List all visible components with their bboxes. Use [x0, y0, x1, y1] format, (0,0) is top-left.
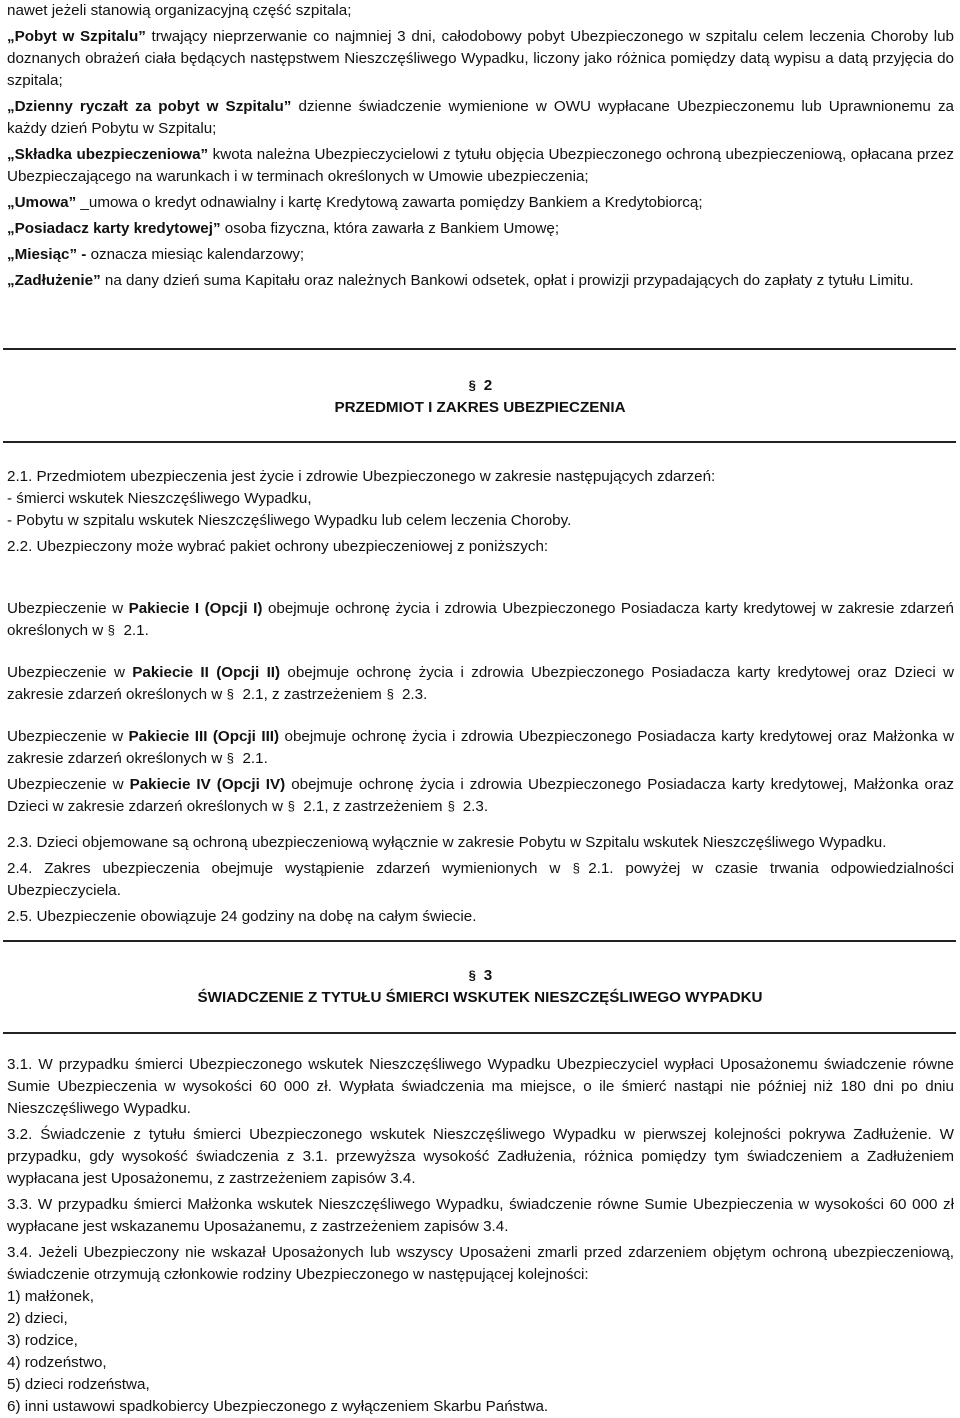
package-2: Ubezpieczenie w Pakiecie II (Opcji II) obejmuje ochronę życia i zdrowia Ubezpieczonego Posiadacza karty kredytowej oraz Dzieci w zakresie zdarzeń określonych w § 2.1, z zastrzeżeniem § 2.3.: [7, 664, 955, 703]
definition-umowa: [7, 192, 954, 214]
list-item: 4) rodzeństwo,: [7, 1354, 107, 1371]
list-item: - śmierci wskutek Nieszczęśliwego Wypadku,: [7, 490, 312, 507]
definition-continuation: nawet jeżeli stanowią organizacyjną część szpitala;: [7, 2, 352, 19]
paragraph-3-2: 3.2. Świadczenie z tytułu śmierci Ubezpieczonego wskutek Nieszczęśliwego Wypadku w pierwszej kolejności pokrywa Zadłużenie. W przypadku, gdy wysokość świadczenia z 3.1. przewyższa wysokość Zadłużenia, różnica pomiędzy tym świadczeniem a Zadłużeniem wypłacana jest Uposażonemu, z zastrzeżeniem zapisów 3.4.: [7, 1126, 954, 1187]
list-item: 2) dzieci,: [7, 1310, 68, 1327]
section-divider: [3, 1032, 956, 1034]
section-sign-icon: [287, 799, 297, 813]
package-3: Ubezpieczenie w Pakiecie III (Opcji III) obejmuje ochronę życia i zdrowia Ubezpieczonego Posiadacza karty kredytowej oraz Małżonka w zakresie zdarzeń określonych w § 2.1.: [7, 728, 955, 767]
package-4-name: Pakiecie IV (Opcji IV): [129, 776, 286, 793]
text-zadluzenie: na dany dzień suma Kapitału oraz należnych Bankowi odsetek, opłat i prowizji przypadających do zapłaty z tytułu Limitu.: [100, 272, 914, 289]
section-sign-icon: [468, 968, 478, 982]
term-skladka: „Składka ubezpieczeniowa”: [7, 146, 209, 163]
list-item: 5) dzieci rodzeństwa,: [7, 1376, 150, 1393]
term-dzienny: „Dzienny ryczałt za pobyt w Szpitalu”: [7, 98, 292, 115]
term-posiadacz: „Posiadacz karty kredytowej”: [7, 220, 221, 237]
svg-text:§: §: [108, 623, 116, 637]
definition-miesiac: [7, 244, 954, 266]
term-miesiac: „Miesiąc” -: [7, 246, 87, 263]
text-pobyt: trwający nieprzerwanie co najmniej 3 dni, całodobowy pobyt Ubezpieczonego w szpitalu celem leczenia Choroby lub doznanych obrażeń ciała będących następstwem Nieszczęśliwego Wypadku, liczony jako różnica pomiędzy datą wypisu a datą przyjęcia do szpitala;: [7, 28, 955, 89]
svg-text:§: §: [227, 751, 235, 765]
package-1: Ubezpieczenie w Pakiecie I (Opcji I) obejmuje ochronę życia i zdrowia Ubezpieczonego Posiadacza karty kredytowej w zakresie zdarzeń określonych w § 2.1.: [7, 600, 954, 639]
section-sign-icon: [447, 799, 457, 813]
list-item: 3) rodzice,: [7, 1332, 78, 1349]
svg-text:§: §: [468, 378, 476, 392]
definition-dzienny: [7, 96, 954, 140]
text-skladka: kwota należna Ubezpieczycielowi z tytułu objęcia Ubezpieczonego ochroną ubezpieczeniową, opłacana przez Ubezpieczającego na warunkach i w terminach określonych w Umowie ubezpieczenia;: [7, 146, 954, 185]
paragraph-2-5: 2.5. Ubezpieczenie obowiązuje 24 godziny na dobę na całym świecie.: [7, 908, 477, 925]
paragraph-2-1: 2.1. Przedmiotem ubezpieczenia jest życie i zdrowie Ubezpieczonego w zakresie następujących zdarzeń:: [7, 468, 716, 485]
section-2-number: § 2: [468, 377, 493, 394]
section-divider: [3, 940, 956, 942]
svg-text:§: §: [287, 799, 296, 813]
paragraph-2-3: 2.3. Dzieci objemowane są ochroną ubezpieczeniową wyłącznie w zakresie Pobytu w Szpitalu wskutek Nieszczęśliwego Wypadku.: [7, 834, 887, 851]
section-3-body: [7, 1054, 954, 1418]
section-sign-icon: [572, 861, 582, 875]
section-divider: [3, 348, 956, 350]
definition-posiadacz: [7, 218, 954, 240]
section-divider: [3, 441, 956, 443]
package-4: Ubezpieczenie w Pakiecie IV (Opcji IV) obejmuje ochronę życia i zdrowia Ubezpieczonego Posiadacza karty kredytowej, Małżonka oraz Dzieci w zakresie zdarzeń określonych w § 2.1, z zastrzeżeniem § 2.3.: [7, 776, 955, 815]
svg-text:§: §: [572, 861, 581, 875]
paragraph-3-1: 3.1. W przypadku śmierci Ubezpieczonego wskutek Nieszczęśliwego Wypadku Ubezpieczyciel wypłaci Uposażonemu świadczenie równe Sumie Ubezpieczenia w wysokości 60 000 zł. Wypłata świadczenia ma miejsce, o ile śmierć nastąpi nie później niż 180 dni po dniu Nieszczęśliwego Wypadku.: [7, 1056, 954, 1117]
term-pobyt: „Pobyt w Szpitalu”: [7, 28, 146, 45]
definitions-section: [7, 0, 954, 292]
svg-text:§: §: [447, 799, 455, 813]
section-sign-icon: [468, 378, 478, 392]
list-item: 1) małżonek,: [7, 1288, 94, 1305]
paragraph-3-4: 3.4. Jeżeli Ubezpieczony nie wskazał Uposażonych lub wszyscy Uposażeni zmarli przed zdarzeniem objętym ochroną ubezpieczeniową, świadczenie otrzymują członkowie rodziny Ubezpieczonego w następującej kolejności:: [7, 1244, 954, 1283]
text-miesiac: oznacza miesiąc kalendarzowy;: [86, 246, 305, 263]
definition-zadluzenie: [7, 270, 954, 292]
paragraph-2-2: 2.2. Ubezpieczony może wybrać pakiet ochrony ubezpieczeniowej z poniższych:: [7, 538, 549, 555]
list-item: - Pobytu w szpitalu wskutek Nieszczęśliwego Wypadku lub celem leczenia Choroby.: [7, 512, 572, 529]
list-item: 6) inni ustawowi spadkobiercy Ubezpieczonego z wyłączeniem Skarbu Państwa.: [7, 1398, 549, 1415]
package-1-name: Pakiecie I (Opcji I): [128, 600, 263, 617]
term-umowa: „Umowa”: [7, 194, 77, 211]
text-dzienny: dzienne świadczenie wymienione w OWU wypłacane Ubezpieczonemu lub Uprawnionemu za każdy dzień Pobytu w Szpitalu;: [7, 98, 954, 137]
paragraph-2-4: 2.4. Zakres ubezpieczenia obejmuje wystąpienie zdarzeń wymienionych w § 2.1. powyżej w czasie trwania odpowiedzialności Ubezpieczyciela.: [7, 860, 954, 899]
section-sign-icon: [386, 687, 396, 701]
package-3-name: Pakiecie III (Opcji III): [128, 728, 280, 745]
section-2-title: PRZEDMIOT I ZAKRES UBEZPIECZENIA: [334, 399, 626, 416]
text-posiadacz: osoba fizyczna, która zawarła z Bankiem Umowę;: [220, 220, 560, 237]
section-sign-icon: [107, 623, 117, 637]
section-3-title: ŚWIADCZENIE Z TYTUŁU ŚMIERCI WSKUTEK NIESZCZĘŚLIWEGO WYPADKU: [197, 989, 763, 1006]
definition-skladka: [7, 144, 954, 188]
paragraph-3-3: 3.3. W przypadku śmierci Małżonka wskutek Nieszczęśliwego Wypadku, świadczenie równe Sumie Ubezpieczenia w wysokości 60 000 zł wypłacane jest wskazanemu Uposażanemu, z zastrzeżeniem zapisów 3.4.: [7, 1196, 954, 1235]
section-2-body: [7, 466, 954, 928]
section-3-number: § 3: [468, 967, 493, 984]
svg-text:§: §: [227, 687, 235, 701]
package-2-name: Pakiecie II (Opcji II): [132, 664, 281, 681]
svg-text:§: §: [386, 687, 394, 701]
definition-pobyt: [7, 26, 954, 92]
section-sign-icon: [226, 687, 236, 701]
text-umowa: _umowa o kredyt odnawialny i kartę Kredytową zawarta pomiędzy Bankiem a Kredytobiorcą;: [76, 194, 703, 211]
svg-text:§: §: [468, 968, 476, 982]
section-sign-icon: [226, 751, 236, 765]
term-zadluzenie: „Zadłużenie”: [7, 272, 101, 289]
